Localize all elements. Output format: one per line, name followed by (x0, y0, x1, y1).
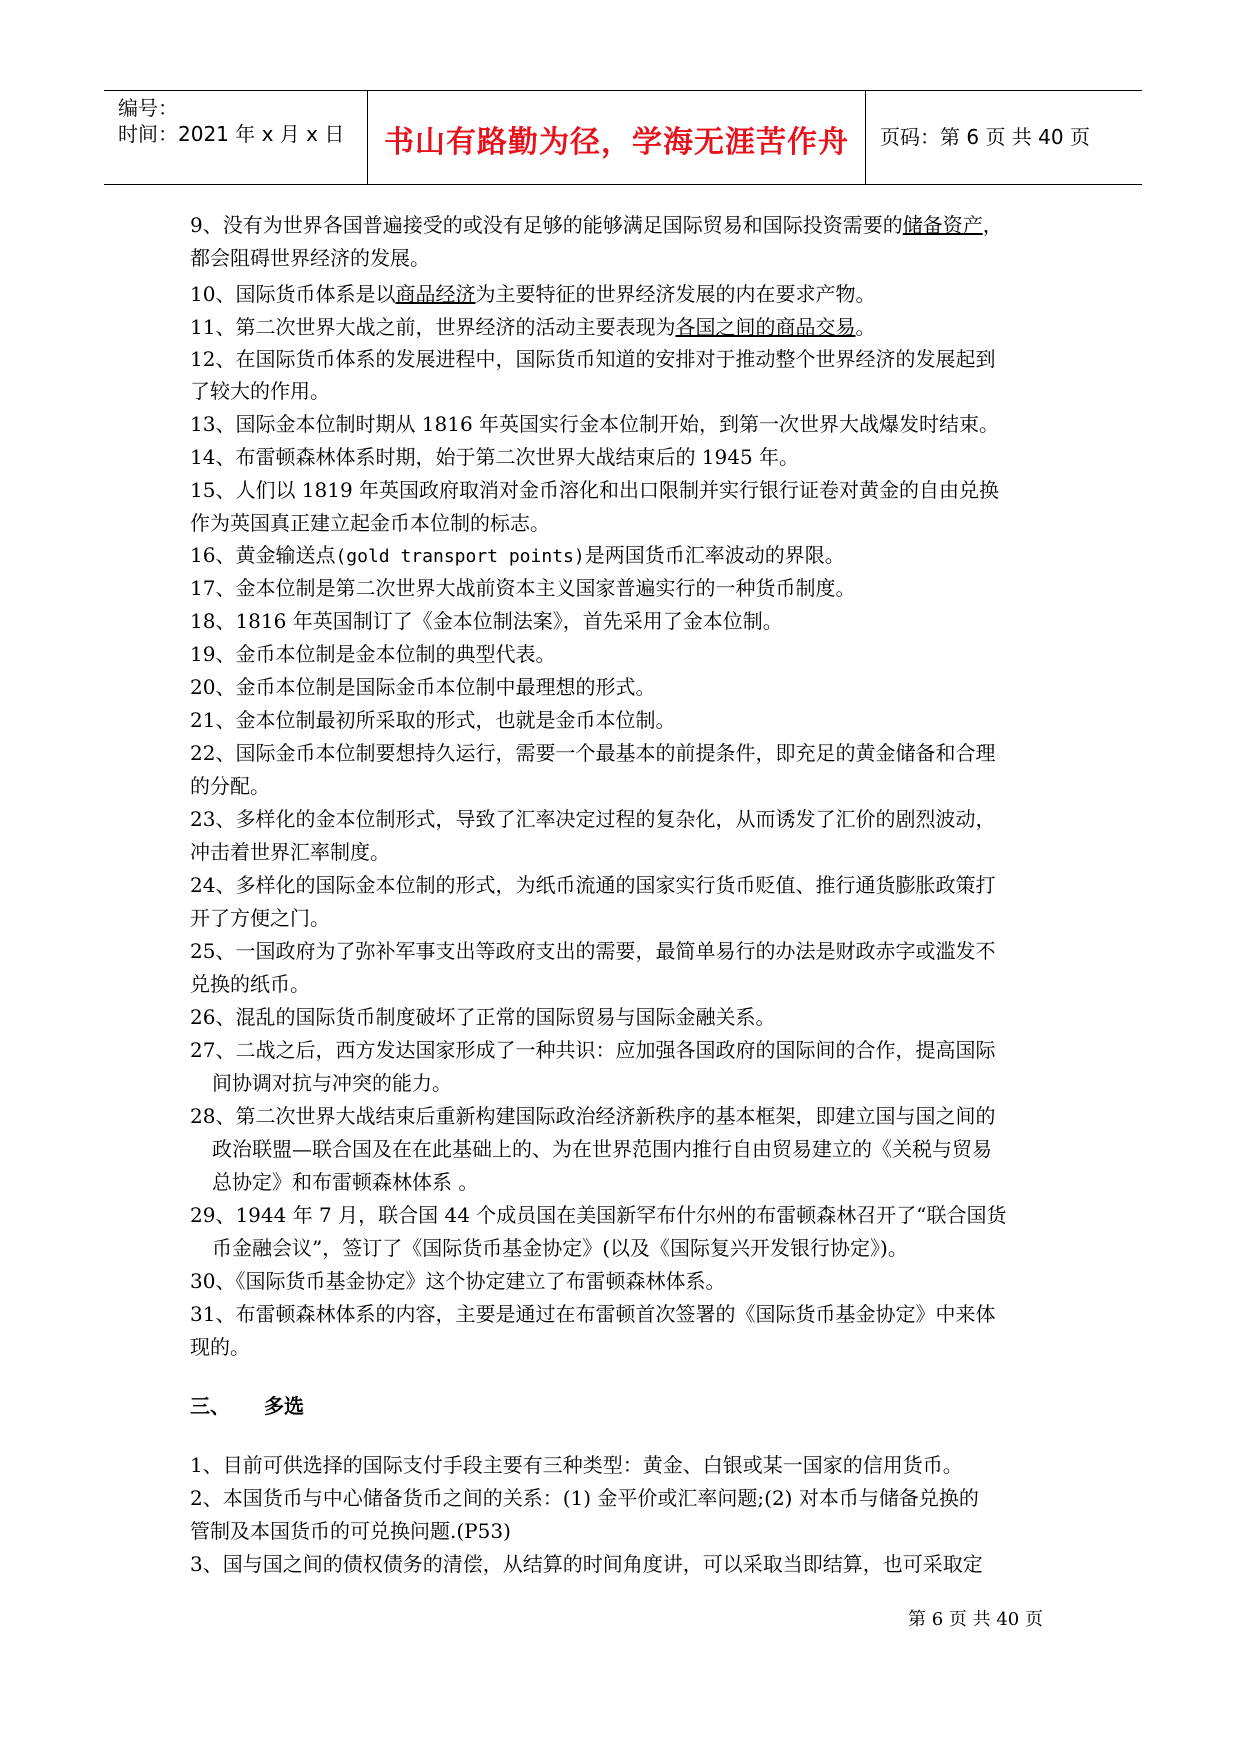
text-line: 13、国际金本位制时期从 1816 年英国实行金本位制开始，到第一次世界大战爆发时结束。 (190, 412, 1000, 436)
text-line: 21、金本位制最初所采取的形式，也就是金币本位制。 (190, 708, 676, 732)
header-page-cell (866, 91, 1142, 184)
text-line: 18、1816 年英国制订了《金本位制法案》，首先采用了金本位制。 (190, 609, 783, 633)
text-line: 22、国际金币本位制要想持久运行，需要一个最基本的前提条件，即充足的黄金储备和合理 (190, 741, 996, 765)
text-line: 了较大的作用。 (190, 379, 330, 403)
text-line: 管制及本国货币的可兑换问题.(P53) (190, 1519, 511, 1543)
motto-text: 书山有路勤为径，学海无涯苦作舟 (384, 125, 849, 160)
document-header (104, 90, 1142, 185)
underlined-term: 各国之间的商品交易 (675, 315, 856, 339)
text-line: 冲击着世界汇率制度。 (190, 840, 390, 864)
text-line: 1、目前可供选择的国际支付手段主要有三种类型：黄金、白银或某一国家的信用货币。 (190, 1453, 963, 1477)
header-page-info: 页码：第 6 页 共 40 页 (880, 125, 1090, 149)
text-span: 是两国货币汇率波动的界限。 (584, 543, 845, 567)
section-number: 三、 (190, 1394, 230, 1418)
text-line: 19、金币本位制是金本位制的典型代表。 (190, 642, 556, 666)
text-line: 2、本国货币与中心储备货币之间的关系：(1) 金平价或汇率问题;(2) 对本币与储备兑换的 (190, 1486, 979, 1510)
text-line: 3、国与国之间的债权债务的清偿，从结算的时间角度讲，可以采取当即结算，也可采取定 (190, 1552, 983, 1576)
text-line: 30、《国际货币基金协定》这个协定建立了布雷顿森林体系。 (190, 1269, 726, 1293)
text-line: 14、布雷顿森林体系时期，始于第二次世界大战结束后的 1945 年。 (190, 445, 800, 469)
text-line (190, 281, 875, 307)
text-line: 的分配。 (190, 774, 270, 798)
text-line: 23、多样化的金本位制形式，导致了汇率决定过程的复杂化，从而诱发了汇价的剧烈波动， (190, 807, 996, 831)
text-line: 现的。 (190, 1335, 250, 1359)
text-line: 兑换的纸币。 (190, 972, 310, 996)
doc-code-label: 编号： (118, 96, 178, 120)
page-footer: 第 6 页 共 40 页 (908, 1609, 1043, 1630)
text-span: 9、没有为世界各国普遍接受的或没有足够的能够满足国际贸易和国际投资需要的 (190, 213, 903, 237)
text-line: 17、金本位制是第二次世界大战前资本主义国家普遍实行的一种货币制度。 (190, 576, 856, 600)
header-meta-cell (104, 91, 368, 184)
header-motto-cell (368, 91, 866, 184)
text-line: 总协定》和布雷顿森林体系 。 (212, 1170, 479, 1194)
text-line: 开了方便之门。 (190, 906, 330, 930)
text-line: 政治联盟—联合国及在在此基础上的、为在世界范围内推行自由贸易建立的《关税与贸易 (212, 1137, 992, 1161)
text-span: 10、国际货币体系是以 (190, 282, 396, 306)
underlined-term: 储备资产 (902, 213, 983, 237)
text-line (190, 212, 1003, 238)
text-line (190, 314, 875, 340)
text-span: 为主要特征的世界经济发展的内在要求产物。 (475, 282, 876, 306)
text-line: 间协调对抗与冲突的能力。 (212, 1071, 452, 1095)
underlined-term: 商品经济 (395, 282, 476, 306)
text-line: 24、多样化的国际金本位制的形式，为纸币流通的国家实行货币贬值、推行通货膨胀政策打 (190, 873, 996, 897)
text-line: 15、人们以 1819 年英国政府取消对金币溶化和出口限制并实行银行证卷对黄金的自由兑换 (190, 478, 1000, 502)
text-line: 作为英国真正建立起金币本位制的标志。 (190, 511, 550, 535)
text-line: 26、混乱的国际货币制度破坏了正常的国际贸易与国际金融关系。 (190, 1005, 776, 1029)
section-title: 多选 (264, 1394, 304, 1418)
text-line: 29、1944 年 7 月，联合国 44 个成员国在美国新罕布什尔州的布雷顿森林召开了“联合国货 (190, 1203, 1007, 1227)
text-line: 币金融会议”，签订了《国际货币基金协定》(以及《国际复兴开发银行协定》)。 (212, 1236, 908, 1260)
text-line: 都会阻碍世界经济的发展。 (190, 246, 430, 270)
text-span: ， (982, 213, 1003, 237)
text-line: 28、第二次世界大战结束后重新构建国际政治经济新秩序的基本框架，即建立国与国之间的 (190, 1104, 996, 1128)
text-line: 31、布雷顿森林体系的内容，主要是通过在布雷顿首次签署的《国际货币基金协定》中来体 (190, 1302, 996, 1326)
text-line (190, 542, 845, 570)
text-line: 25、一国政府为了弥补军事支出等政府支出的需要，最简单易行的办法是财政赤字或滥发不 (190, 939, 996, 963)
english-term: (gold transport points) (335, 546, 585, 567)
text-line: 12、在国际货币体系的发展进程中，国际货币知道的安排对于推动整个世界经济的发展起到 (190, 347, 996, 371)
text-span: 11、第二次世界大战之前，世界经济的活动主要表现为 (190, 315, 676, 339)
doc-time-label: 时间：2021 年 x 月 x 日 (118, 122, 345, 146)
text-span: 16、黄金输送点 (190, 543, 336, 567)
text-span: 。 (855, 315, 876, 339)
text-line: 20、金币本位制是国际金币本位制中最理想的形式。 (190, 675, 656, 699)
text-line: 27、二战之后，西方发达国家形成了一种共识：应加强各国政府的国际间的合作，提高国际 (190, 1038, 996, 1062)
